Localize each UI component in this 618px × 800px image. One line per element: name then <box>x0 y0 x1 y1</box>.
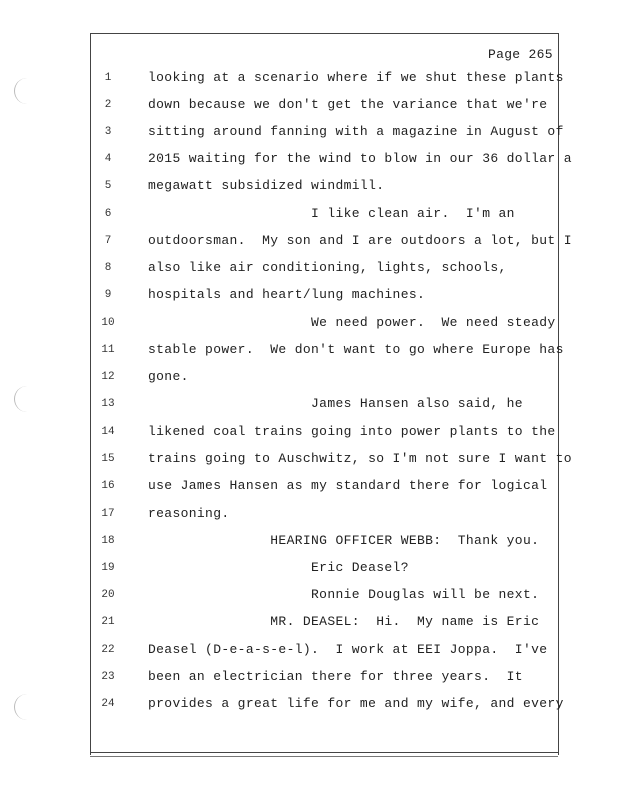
line-text: We need power. We need steady <box>148 315 556 330</box>
line-text: reasoning. <box>148 506 230 521</box>
line-text: down because we don't get the variance that we're <box>148 97 548 112</box>
transcript-line <box>0 533 618 553</box>
transcript-line <box>0 451 618 471</box>
line-number: 5 <box>104 180 112 192</box>
line-text: outdoorsman. My son and I are outdoors a lot, but I <box>148 233 572 248</box>
transcript-line <box>0 642 618 662</box>
transcript-line <box>0 233 618 253</box>
transcript-line <box>0 315 618 335</box>
line-number: 13 <box>101 398 115 410</box>
line-number: 22 <box>101 644 115 656</box>
line-number: 3 <box>104 126 112 138</box>
frame-bottom-rule-double <box>90 756 558 757</box>
transcript-line <box>0 342 618 362</box>
line-number: 21 <box>101 616 115 628</box>
transcript-line <box>0 178 618 198</box>
transcript-line <box>0 614 618 634</box>
transcript-line <box>0 396 618 416</box>
line-number: 15 <box>101 453 115 465</box>
line-text: use James Hansen as my standard there for logical <box>148 478 548 493</box>
line-text: been an electrician there for three years. It <box>148 669 523 684</box>
line-text: James Hansen also said, he <box>148 396 523 411</box>
line-text: Eric Deasel? <box>148 560 409 575</box>
line-text: MR. DEASEL: Hi. My name is Eric <box>148 614 540 629</box>
line-number: 6 <box>104 208 112 220</box>
transcript-line <box>0 506 618 526</box>
transcript-line <box>0 669 618 689</box>
line-text: likened coal trains going into power plants to the <box>148 424 556 439</box>
line-text: trains going to Auschwitz, so I'm not sure I want to <box>148 451 572 466</box>
line-number: 2 <box>104 99 112 111</box>
transcript-line <box>0 287 618 307</box>
transcript-line <box>0 560 618 580</box>
line-text: megawatt subsidized windmill. <box>148 178 385 193</box>
line-text: looking at a scenario where if we shut these plants <box>148 70 564 85</box>
transcript-line <box>0 70 618 90</box>
line-number: 16 <box>101 480 115 492</box>
line-text: sitting around fanning with a magazine in August of <box>148 124 564 139</box>
line-text: 2015 waiting for the wind to blow in our 36 dollar a <box>148 151 572 166</box>
line-number: 12 <box>101 371 115 383</box>
line-number: 14 <box>101 426 115 438</box>
line-number: 10 <box>101 317 115 329</box>
page-number: Page 265 <box>488 47 553 62</box>
line-text: Ronnie Douglas will be next. <box>148 587 540 602</box>
transcript-line <box>0 97 618 117</box>
transcript-line <box>0 587 618 607</box>
line-number: 7 <box>104 235 112 247</box>
line-number: 4 <box>104 153 112 165</box>
transcript-line <box>0 151 618 171</box>
line-number: 23 <box>101 671 115 683</box>
line-text: gone. <box>148 369 189 384</box>
line-text: I like clean air. I'm an <box>148 206 515 221</box>
transcript-line <box>0 424 618 444</box>
line-number: 24 <box>101 698 115 710</box>
line-number: 17 <box>101 508 115 520</box>
line-number: 19 <box>101 562 115 574</box>
line-number: 8 <box>104 262 112 274</box>
transcript-line <box>0 260 618 280</box>
line-text: HEARING OFFICER WEBB: Thank you. <box>148 533 540 548</box>
frame-bottom-rule <box>90 752 558 753</box>
transcript-line <box>0 478 618 498</box>
line-text: hospitals and heart/lung machines. <box>148 287 426 302</box>
line-text: stable power. We don't want to go where Europe has <box>148 342 564 357</box>
transcript-line <box>0 696 618 716</box>
line-number: 18 <box>101 535 115 547</box>
transcript-line <box>0 369 618 389</box>
line-number: 20 <box>101 589 115 601</box>
line-number: 9 <box>104 289 112 301</box>
line-text: also like air conditioning, lights, schools, <box>148 260 507 275</box>
line-text: provides a great life for me and my wife, and every <box>148 696 564 711</box>
frame-top-rule <box>90 33 558 34</box>
transcript-line <box>0 206 618 226</box>
transcript-line <box>0 124 618 144</box>
line-number: 11 <box>101 344 115 356</box>
line-text: Deasel (D-e-a-s-e-l). I work at EEI Joppa. I've <box>148 642 548 657</box>
line-number: 1 <box>104 72 112 84</box>
